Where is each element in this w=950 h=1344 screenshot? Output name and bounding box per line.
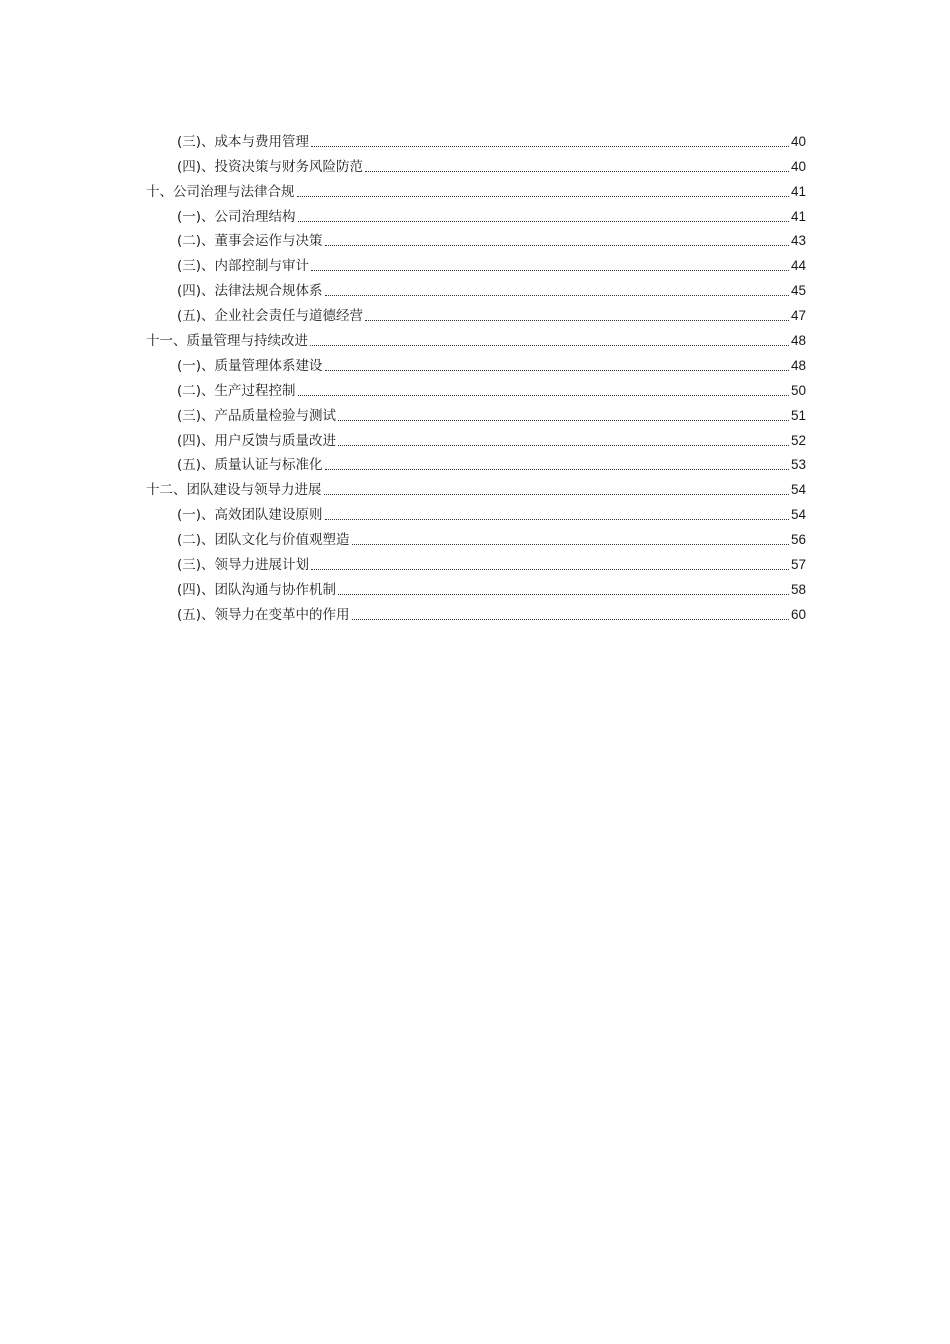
toc-entry-page: 53 <box>790 457 806 473</box>
toc-dot-leader <box>352 544 789 545</box>
toc-entry-page: 40 <box>790 158 806 174</box>
toc-dot-leader <box>298 395 789 396</box>
toc-dot-leader <box>311 146 789 147</box>
toc-dot-leader <box>338 594 789 595</box>
toc-entry-title: (五)、领导力在变革中的作用 <box>177 606 350 623</box>
toc-entry-title: (二)、董事会运作与决策 <box>177 233 323 250</box>
toc-entry-title: 十、公司治理与法律合规 <box>146 183 295 200</box>
toc-entry[interactable] <box>146 549 806 574</box>
toc-dot-leader <box>325 370 789 371</box>
toc-entry-page: 45 <box>790 283 806 299</box>
toc-entry[interactable] <box>146 226 806 251</box>
toc-entry-title: (一)、高效团队建设原则 <box>177 507 323 524</box>
toc-entry[interactable] <box>146 474 806 499</box>
toc-entry-title: (三)、成本与费用管理 <box>177 133 310 150</box>
toc-entry-title: 十二、团队建设与领导力进展 <box>146 482 322 499</box>
toc-entry-page: 54 <box>790 482 806 498</box>
toc-entry-page: 47 <box>790 308 806 324</box>
toc-entry-title: (一)、质量管理体系建设 <box>177 357 323 374</box>
toc-dot-leader <box>352 619 789 620</box>
toc-entry-page: 58 <box>790 581 806 597</box>
table-of-contents <box>146 126 806 624</box>
toc-dot-leader <box>297 196 789 197</box>
toc-entry-title: (五)、企业社会责任与道德经营 <box>177 308 364 325</box>
toc-entry-title: (三)、内部控制与审计 <box>177 258 310 275</box>
toc-entry[interactable] <box>146 574 806 599</box>
toc-entry[interactable] <box>146 201 806 226</box>
toc-entry[interactable] <box>146 599 806 624</box>
toc-dot-leader <box>325 245 789 246</box>
toc-entry-page: 48 <box>790 357 806 373</box>
toc-dot-leader <box>298 221 789 222</box>
toc-entry-page: 48 <box>790 333 806 349</box>
toc-entry-page: 56 <box>790 532 806 548</box>
toc-entry-page: 43 <box>790 233 806 249</box>
toc-dot-leader <box>311 270 789 271</box>
toc-dot-leader <box>310 345 789 346</box>
toc-entry-page: 57 <box>790 557 806 573</box>
toc-entry[interactable] <box>146 325 806 350</box>
toc-dot-leader <box>325 519 789 520</box>
toc-entry-page: 41 <box>790 183 806 199</box>
toc-entry-title: (四)、用户反馈与质量改进 <box>177 432 337 449</box>
toc-entry-title: (五)、质量认证与标准化 <box>177 457 323 474</box>
toc-dot-leader <box>324 494 789 495</box>
toc-entry-page: 51 <box>790 407 806 423</box>
toc-entry-title: (四)、法律法规合规体系 <box>177 283 323 300</box>
toc-entry-title: (三)、领导力进展计划 <box>177 557 310 574</box>
toc-entry-page: 52 <box>790 432 806 448</box>
toc-entry[interactable] <box>146 499 806 524</box>
toc-entry[interactable] <box>146 151 806 176</box>
toc-dot-leader <box>365 171 789 172</box>
toc-dot-leader <box>365 320 789 321</box>
toc-entry-title: (一)、公司治理结构 <box>177 208 296 225</box>
toc-entry[interactable] <box>146 275 806 300</box>
toc-entry-page: 40 <box>790 133 806 149</box>
toc-entry-page: 44 <box>790 258 806 274</box>
toc-entry[interactable] <box>146 350 806 375</box>
toc-entry[interactable] <box>146 126 806 151</box>
toc-entry-title: (二)、团队文化与价值观塑造 <box>177 532 350 549</box>
toc-dot-leader <box>325 469 789 470</box>
toc-dot-leader <box>338 445 789 446</box>
toc-entry-title: (二)、生产过程控制 <box>177 382 296 399</box>
toc-entry-title: 十一、质量管理与持续改进 <box>146 333 308 350</box>
toc-entry-title: (四)、团队沟通与协作机制 <box>177 581 337 598</box>
toc-entry-page: 50 <box>790 382 806 398</box>
toc-entry[interactable] <box>146 425 806 450</box>
toc-entry[interactable] <box>146 400 806 425</box>
toc-entry-page: 54 <box>790 507 806 523</box>
toc-entry-title: (四)、投资决策与财务风险防范 <box>177 158 364 175</box>
toc-entry[interactable] <box>146 375 806 400</box>
toc-entry-title: (三)、产品质量检验与测试 <box>177 407 337 424</box>
toc-dot-leader <box>325 295 789 296</box>
toc-entry[interactable] <box>146 524 806 549</box>
toc-entry[interactable] <box>146 300 806 325</box>
toc-dot-leader <box>311 569 789 570</box>
toc-entry-page: 60 <box>790 606 806 622</box>
toc-entry-page: 41 <box>790 208 806 224</box>
toc-entry[interactable] <box>146 450 806 475</box>
toc-dot-leader <box>338 420 789 421</box>
toc-entry[interactable] <box>146 250 806 275</box>
toc-entry[interactable] <box>146 176 806 201</box>
